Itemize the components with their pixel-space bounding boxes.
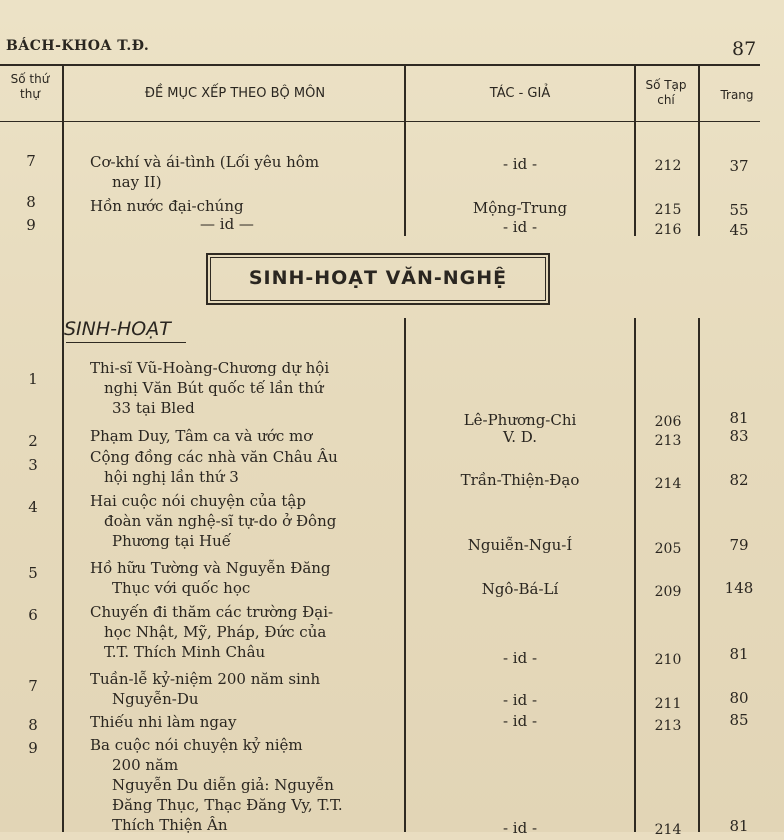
col-header-title: ĐỀ MỤC XẾP THEO BỘ MÔN (144, 86, 326, 101)
row-title: Hồ hữu Tường và Nguyễn Đăng Thục với quốc học (90, 559, 331, 597)
row-magazine: 213 (654, 433, 682, 449)
row-magazine: 214 (654, 476, 682, 492)
row-number: 9 (28, 739, 38, 757)
row-title: Cộng đồng các nhà văn Châu Âu hội nghị lần thứ 3 (90, 448, 338, 486)
row-page: 55 (729, 201, 749, 219)
row-title: Thiếu nhi làm ngay (90, 713, 237, 731)
row-title: Phạm Duy, Tâm ca và ước mơ (90, 427, 313, 445)
row-number: 8 (28, 716, 38, 734)
row-number: 4 (28, 498, 38, 516)
row-page: 83 (729, 427, 749, 445)
row-magazine: 216 (654, 222, 682, 238)
row-author: Ngô-Bá-Lí (481, 580, 559, 598)
column-rule-3b (634, 318, 636, 832)
row-page: 45 (729, 221, 749, 239)
column-rule-3 (634, 64, 636, 236)
row-magazine: 211 (654, 696, 682, 712)
column-rule-4 (698, 64, 700, 236)
row-magazine: 209 (654, 584, 682, 600)
row-author: - id - (502, 691, 538, 709)
row-title: Tuần-lễ kỷ-niệm 200 năm sinh Nguyễn-Du (90, 670, 321, 708)
col-header-author: TÁC - GIẢ (489, 86, 551, 101)
row-number: 7 (28, 677, 38, 695)
row-title: Ba cuộc nói chuyện kỷ niệm 200 năm Nguyễn Du diễn giả: Nguyễn Đăng Thục, Thạc Đăng Vy, T.T. Thích Thiện Ân (90, 736, 343, 834)
row-number: 3 (28, 456, 38, 474)
row-page: 148 (724, 579, 754, 597)
row-author: - id - (502, 218, 538, 236)
row-author: Nguiễn-Ngu-Í (467, 536, 573, 554)
row-title: — id — (200, 215, 254, 233)
row-number: 2 (28, 432, 38, 450)
row-author: Lê-Phương-Chi (463, 411, 577, 429)
col-header-page: Trang (720, 88, 754, 102)
row-page: 85 (729, 711, 749, 729)
header-bottom-rule (0, 121, 760, 122)
row-magazine: 213 (654, 718, 682, 734)
row-title: Cơ-khí và ái-tình (Lối yêu hôm nay II) (90, 153, 320, 191)
row-author: - id - (502, 649, 538, 667)
row-number: 5 (28, 564, 38, 582)
row-number: 1 (28, 370, 38, 388)
row-page: 80 (729, 689, 749, 707)
row-title: Thi-sĩ Vũ-Hoàng-Chương dự hội nghị Văn Bút quốc tế lần thứ 33 tại Bled (90, 359, 330, 417)
row-page: 81 (729, 645, 749, 663)
row-author: V. D. (502, 428, 537, 446)
row-magazine: 214 (654, 822, 682, 838)
table-top-rule (0, 64, 760, 66)
row-page: 37 (729, 157, 749, 175)
row-author: - id - (502, 155, 538, 173)
row-number: 8 (26, 193, 36, 211)
row-author: - id - (502, 819, 538, 837)
column-rule-2 (404, 64, 406, 236)
col-header-magazine: Số Tạp chí (645, 78, 687, 107)
col-header-number: Số thứ thự (10, 72, 50, 101)
row-magazine: 205 (654, 541, 682, 557)
row-page: 81 (729, 409, 749, 427)
running-header: BÁCH-KHOA T.Đ. (6, 38, 150, 54)
section-box-title: SINH-HOẠT VĂN-NGHỆ (248, 267, 508, 289)
row-title: Hai cuộc nói chuyện của tập đoàn văn nghệ-sĩ tự-do ở Đông Phương tại Huế (90, 492, 337, 550)
row-magazine: 210 (654, 652, 682, 668)
row-number: 6 (28, 606, 38, 624)
page-number: 87 (732, 38, 757, 60)
row-author: - id - (502, 712, 538, 730)
row-magazine: 212 (654, 158, 682, 174)
column-rule-1 (62, 64, 64, 832)
section-underline (66, 342, 186, 343)
row-number: 9 (26, 216, 36, 234)
row-page: 82 (729, 471, 749, 489)
row-magazine: 215 (654, 202, 682, 218)
row-author: Trần-Thiện-Đạo (460, 471, 580, 489)
row-title: Hồn nước đại-chúng (90, 197, 244, 215)
section-box (206, 253, 550, 305)
column-rule-4b (698, 318, 700, 832)
section-heading: SINH-HOẠT (64, 318, 171, 340)
row-magazine: 206 (654, 414, 682, 430)
row-page: 81 (729, 817, 749, 835)
row-author: Mộng-Trung (472, 199, 568, 217)
row-title: Chuyến đi thăm các trường Đại- học Nhật, Mỹ, Pháp, Đức của T.T. Thích Minh Châu (90, 603, 334, 661)
row-page: 79 (729, 536, 749, 554)
row-number: 7 (26, 152, 36, 170)
column-rule-2b (404, 318, 406, 832)
